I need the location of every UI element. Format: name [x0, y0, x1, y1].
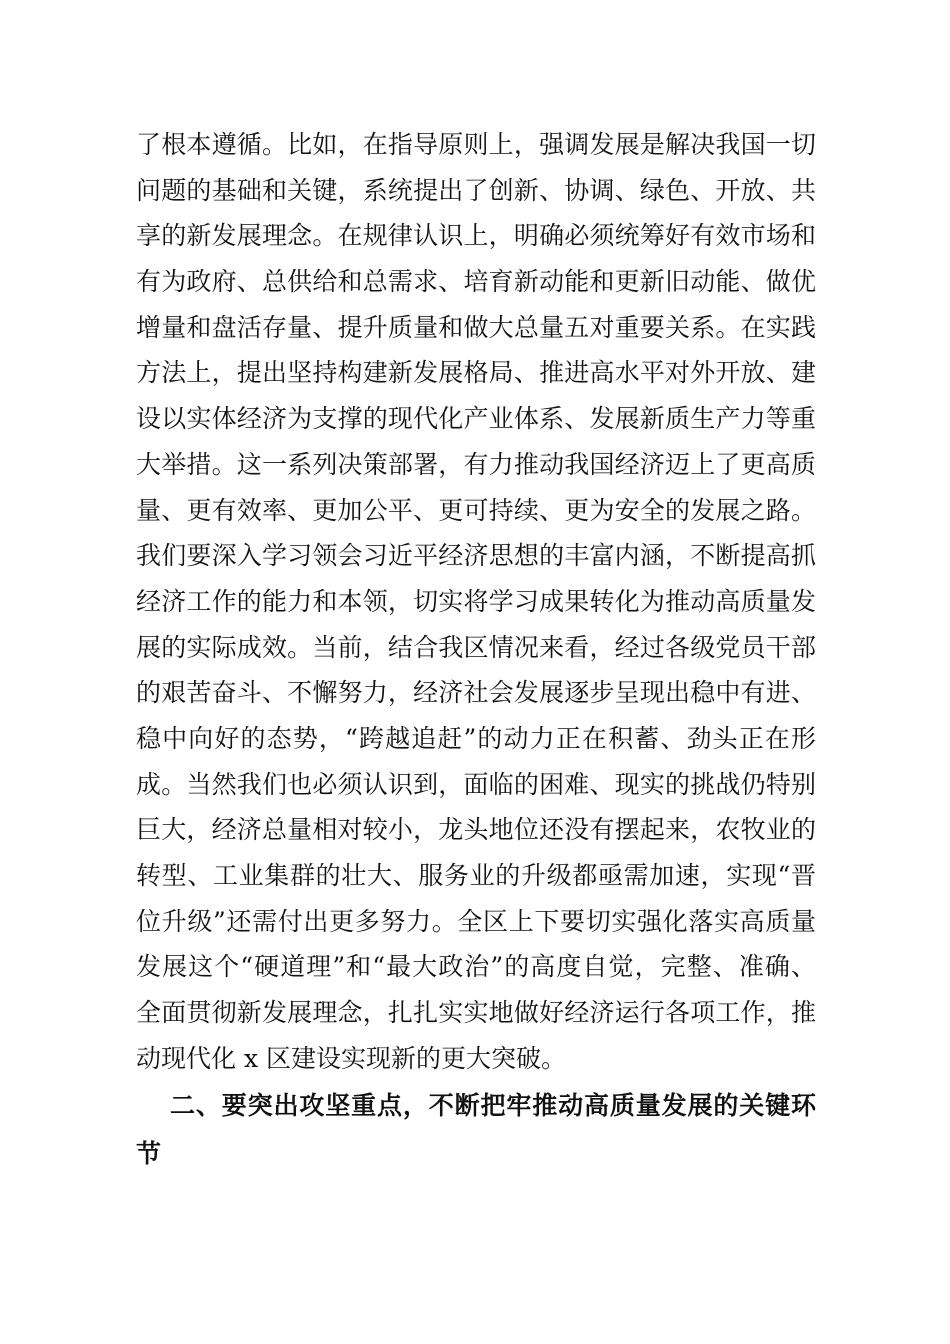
paragraph-line: 的艰苦奋斗、不懈努力，经济社会发展逐步呈现出稳中有进、 [136, 678, 816, 708]
paragraph-line: 我们要深入学习领会习近平经济思想的丰富内涵，不断提高抓 [136, 541, 816, 571]
heading-line: 节 [136, 1139, 162, 1168]
paragraph-line: 成。当然我们也必须认识到，面临的困难、现实的挑战仍特别 [136, 769, 816, 799]
paragraph-line: 设以实体经济为支撑的现代化产业体系、发展新质生产力等重 [136, 404, 816, 434]
paragraph-line: 巨大，经济总量相对较小，龙头地位还没有摆起来，农牧业的 [136, 815, 816, 845]
paragraph-line: 发展这个“硬道理”和“最大政治”的高度自觉，完整、准确、 [136, 952, 816, 982]
paragraph-line: 了根本遵循。比如，在指导原则上，强调发展是解决我国一切 [136, 130, 816, 159]
heading-line: 二、要突出攻坚重点，不断把牢推动高质量发展的关键环 [170, 1091, 816, 1120]
paragraph-line: 稳中向好的态势，“跨越追赶”的动力正在积蓄、劲头正在形 [136, 723, 816, 753]
paragraph-line: 全面贯彻新发展理念，扎扎实实地做好经济运行各项工作，推 [136, 998, 816, 1028]
paragraph-line: 有为政府、总供给和总需求、培育新动能和更新旧动能、做优 [136, 267, 816, 297]
paragraph-line: 问题的基础和关键，系统提出了创新、协调、绿色、开放、共 [136, 175, 816, 205]
paragraph-line: 展的实际成效。当前，结合我区情况来看，经过各级党员干部 [136, 632, 816, 662]
paragraph-line: 转型、工业集群的壮大、服务业的升级都亟需加速，实现“晋 [136, 861, 816, 890]
body-paragraph [136, 122, 816, 1081]
paragraph-line: 量、更有效率、更加公平、更可持续、更为安全的发展之路。 [136, 495, 816, 525]
paragraph-line: 方法上，提出坚持构建新发展格局、推进高水平对外开放、建 [136, 358, 816, 388]
section-heading [136, 1082, 816, 1178]
paragraph-line: 经济工作的能力和本领，切实将学习成果转化为推动高质量发 [136, 586, 816, 616]
paragraph-line: 增量和盘活存量、提升质量和做大总量五对重要关系。在实践 [136, 312, 816, 342]
paragraph-line: 位升级”还需付出更多努力。全区上下要切实强化落实高质量 [136, 906, 816, 936]
paragraph-line: 大举措。这一系列决策部署，有力推动我国经济迈上了更高质 [136, 449, 816, 479]
paragraph-line: 享的新发展理念。在规律认识上，明确必须统筹好有效市场和 [136, 221, 816, 251]
paragraph-line: 动现代化 x 区建设实现新的更大突破。 [136, 1043, 566, 1073]
